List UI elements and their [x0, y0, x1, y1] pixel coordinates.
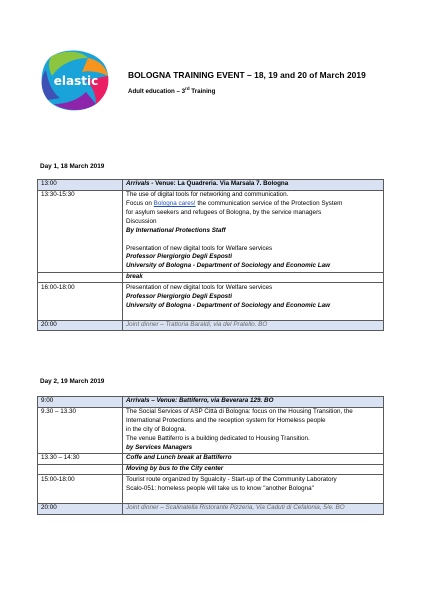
table-row [38, 397, 384, 408]
table-row [38, 475, 384, 503]
day1-schedule-table [37, 179, 384, 331]
time-cell: 20:00 [38, 503, 123, 514]
table-row [38, 407, 384, 453]
activity-cell: Moving by bus to the City center [123, 464, 384, 475]
table-row [38, 320, 384, 331]
activity-cell: Joint dinner – Trattoria Baraldi, via del Pratello. BO [123, 320, 384, 331]
activity-cell: Presentation of new digital tools for Welfare services Professor Piergiorgio Degli Esposti University of Bologna - Department of Sociology and Economic Law [123, 283, 384, 320]
day2-heading: Day 2, 19 March 2019 [40, 378, 105, 385]
day1-heading: Day 1, 18 March 2019 [40, 163, 105, 170]
time-cell: 13.30 – 14:30 [38, 454, 123, 465]
table-row [38, 464, 384, 475]
time-cell: 15:00-18:00 [38, 475, 123, 503]
time-cell: 13:00 [38, 180, 123, 191]
table-row [38, 454, 384, 465]
activity-cell: Arrivals - Venue: La Quadreria. Via Marsala 7. Bologna [123, 180, 384, 191]
table-row [38, 272, 384, 283]
activity-cell: The Social Services of ASP Città di Bologna: focus on the Housing Transition, the International Protections and the reception system for Homeless people in the city of Bologna. The venue Battiferro is a building dedicated to Housing Transition. by Services Managers [123, 407, 384, 453]
time-cell: 16:00-18:00 [38, 283, 123, 320]
bologna-cares-link[interactable]: Bologna cares! [153, 199, 196, 207]
time-cell: 9.30 – 13.30 [38, 407, 123, 453]
document-title: BOLOGNA TRAINING EVENT – 18, 19 and 20 of March 2019 [128, 70, 366, 80]
activity-cell: break [123, 272, 384, 283]
table-row [38, 503, 384, 514]
time-cell: 20:00 [38, 320, 123, 331]
time-cell [38, 272, 123, 283]
activity-cell: The use of digital tools for networking and communication. Focus on Bologna cares! the communication service of the Protection System for asylum seekers and refugees of Bologna, by the service managers Discussion By International Protections Staff Presentation of new digital tools for Welfare services Professor Piergiorgio Degli Esposti University of Bologna - Department of Sociology and Economic Law [123, 190, 384, 272]
document-subtitle: Adult education – 3rd Training [128, 86, 216, 96]
logo-text: elastic [53, 74, 99, 88]
activity-cell: Tourist route organized by Sgualcity - Start-up of the Community Laboratory Scalo-051: homeless people will take us to know "another Bologna" [123, 475, 384, 503]
table-row [38, 190, 384, 272]
day2-schedule-table [37, 396, 384, 515]
time-cell [38, 464, 123, 475]
activity-cell: Arrivals – Venue: Battiferro, via Beverara 129. BO [123, 397, 384, 408]
table-row [38, 283, 384, 320]
time-cell: 13:30-15:30 [38, 190, 123, 272]
activity-cell: Coffe and Lunch break at Battiferro [123, 454, 384, 465]
time-cell: 9:00 [38, 397, 123, 408]
activity-cell: Joint dinner – Scalinatella Ristorante Pizzeria, Via Caduti di Cefalonia, 5/e. BO [123, 503, 384, 514]
table-row [38, 180, 384, 191]
